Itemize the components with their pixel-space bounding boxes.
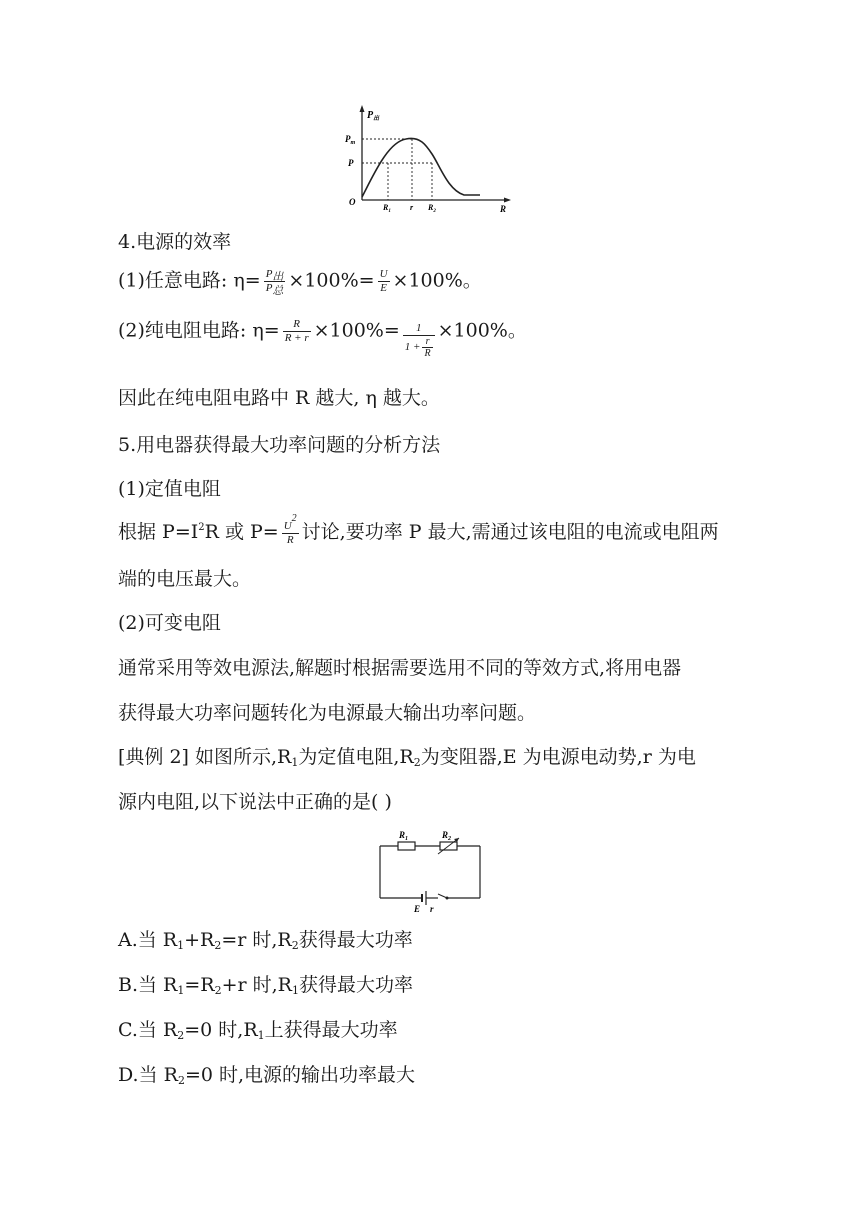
option-a: A.当 $R_1+R_2=r$ 时$,R_2$获得最大功率 bbox=[118, 929, 413, 952]
efficiency-pure-resistance-formula: (2)纯电阻电路: η= $\frac{R}{R + r}$ ×100%= 1 1 + $\frac{r}{R}$ ×100%。 bbox=[118, 318, 527, 360]
origin-label: O bbox=[349, 197, 356, 207]
r1-tick-label: $R_1$ bbox=[383, 203, 391, 214]
example-2-line2: 源内电阻,以下说法中正确的是( ) bbox=[118, 791, 392, 813]
nested-fraction: 1 1 + $\frac{r}{R}$ bbox=[403, 322, 435, 359]
subsection-variable-resistor: (2)可变电阻 bbox=[118, 612, 221, 634]
circuit-diagram bbox=[372, 826, 488, 916]
circuit-r2-label: $R_2$ bbox=[442, 830, 452, 842]
r2-tick-label: $R_2$ bbox=[428, 203, 436, 214]
circuit-r1-label: $R_1$ bbox=[399, 830, 409, 842]
circuit-e-label: E bbox=[414, 904, 421, 914]
variable-resistor-para-line1: 通常采用等效电源法,解题时根据需要选用不同的等效方式,将用电器 bbox=[118, 657, 682, 679]
power-curve bbox=[362, 138, 480, 197]
y-axis-label: $P_出$ bbox=[367, 110, 380, 122]
resistor-r1 bbox=[398, 842, 415, 850]
example-2-line1: [典例 2] 如图所示$,R_1$为定值电阻$,R_2$为变阻器,E 为电源电动势,r 为电 bbox=[118, 746, 696, 769]
x-axis-label: R bbox=[500, 204, 507, 214]
fixed-resistor-para-line2: 端的电压最大。 bbox=[118, 568, 252, 590]
x-arrow bbox=[504, 198, 511, 203]
u2-over-r-fraction: $\frac{U^2}{R}$ bbox=[283, 513, 297, 546]
y-arrow bbox=[360, 105, 365, 112]
subsection-fixed-resistor: (1)定值电阻 bbox=[118, 478, 221, 500]
variable-resistor-para-line2: 获得最大功率问题转化为电源最大输出功率问题。 bbox=[118, 702, 537, 724]
option-c: C.当 $R_2=0$ 时$,R_1$上获得最大功率 bbox=[118, 1019, 398, 1042]
u-over-e-fraction: $\frac{U}{E}$ bbox=[379, 268, 388, 294]
r-tick-label: r bbox=[410, 203, 414, 212]
section-4-title: 4.电源的效率 bbox=[118, 231, 232, 253]
r-over-rr-fraction: $\frac{R}{R + r}$ bbox=[284, 318, 309, 344]
efficiency-conclusion: 因此在纯电阻电路中 R 越大, η 越大。 bbox=[118, 387, 440, 409]
pm-label: $P_m$ bbox=[345, 134, 356, 146]
efficiency-general-formula: (1)任意电路: η= $\frac{P_出}{P_总}$ ×100%= $\frac{U}{E}$ ×100%。 bbox=[118, 268, 482, 297]
section-5-title: 5.用电器获得最大功率问题的分析方法 bbox=[118, 434, 441, 456]
option-d: D.当 $R_2=0$ 时,电源的输出功率最大 bbox=[118, 1064, 416, 1087]
fixed-resistor-para-line1: 根据 $P=I^2R$ 或 P= $\frac{U^2}{R}$ 讨论,要功率 P 最大,需通过该电阻的电流或电阻两 bbox=[118, 513, 719, 546]
p-label: P bbox=[348, 158, 354, 168]
power-resistance-graph bbox=[340, 104, 515, 216]
circuit-r-label: r bbox=[430, 904, 434, 914]
option-b: B.当 $R_1=R_2+r$ 时$,R_1$获得最大功率 bbox=[118, 974, 413, 997]
output-total-fraction: $\frac{P_出}{P_总}$ bbox=[265, 268, 284, 297]
